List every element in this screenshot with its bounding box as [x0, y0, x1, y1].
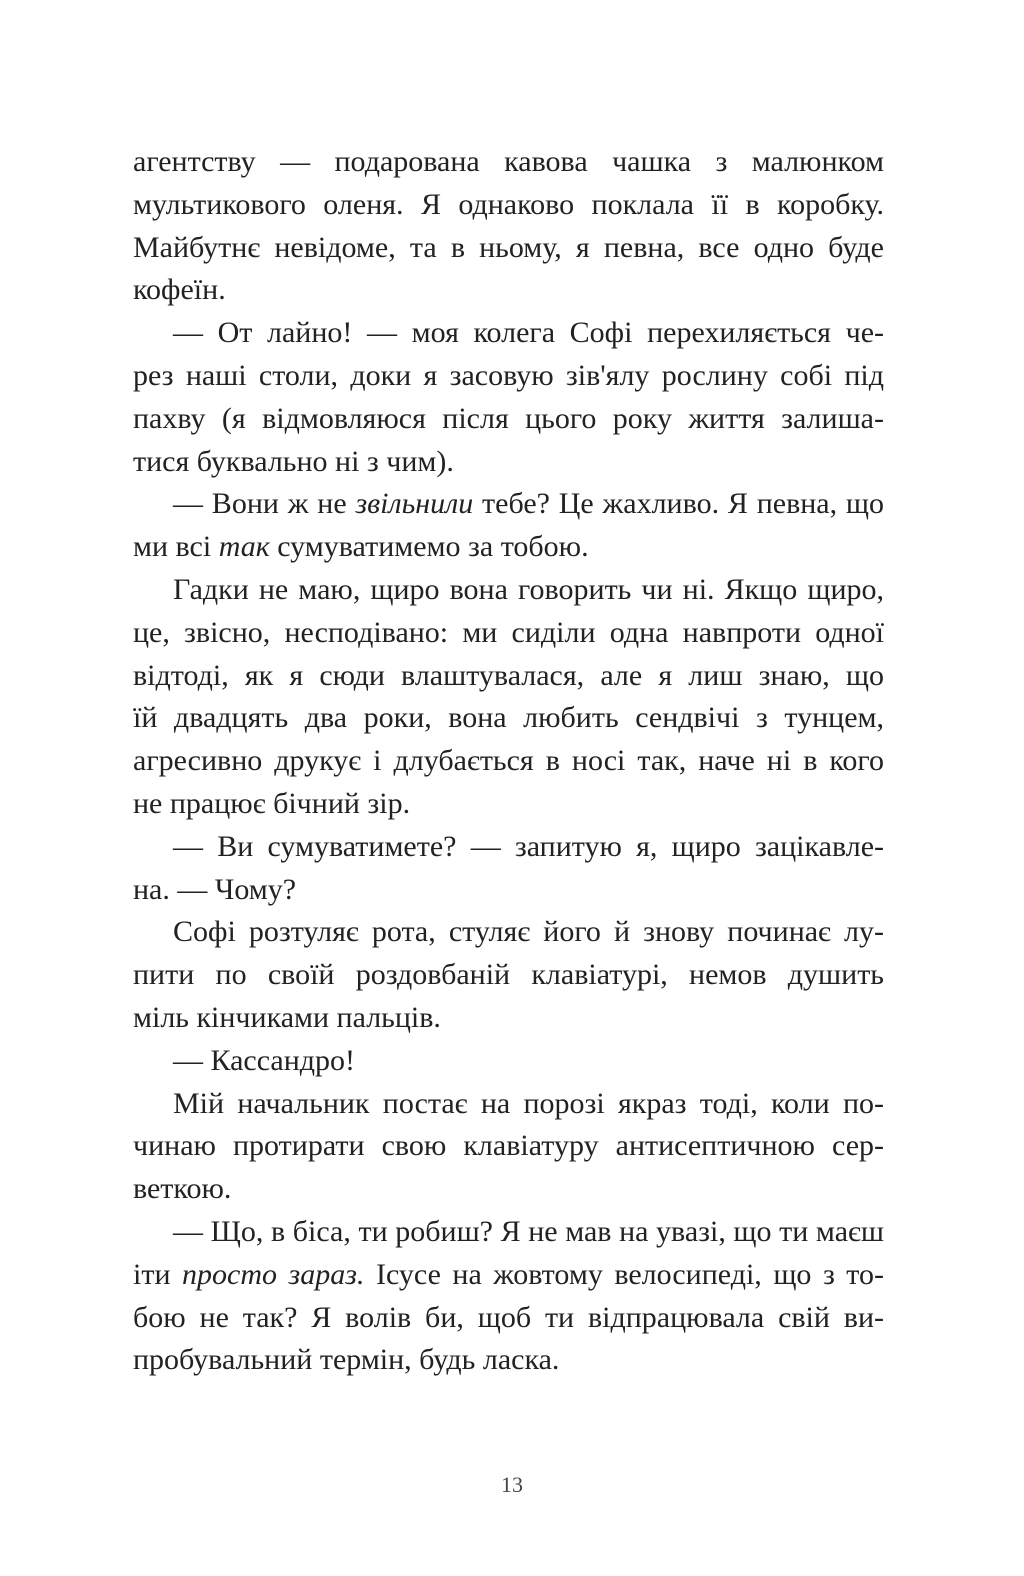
text-segment: агентству — подарована кавова чашка з малюнком	[133, 145, 884, 178]
text-segment: бою не так? Я волів би, щоб ти відпрацювала свій ви-	[133, 1300, 884, 1334]
text-line	[133, 911, 884, 954]
text-segment: Мій начальник постає на порозі якраз тоді, коли по-	[173, 1086, 884, 1120]
text-segment: відтоді, як я сюди влаштувалася, але я лиш знаю, що	[133, 658, 884, 692]
text-line	[133, 227, 884, 270]
text-line	[133, 483, 884, 526]
text-segment: — Вони ж не	[173, 487, 356, 521]
text-line	[133, 141, 884, 184]
text-segment: чинаю протирати свою клавіатуру антисептичною сер-	[133, 1129, 884, 1163]
page-number: 13	[501, 1472, 523, 1497]
text-line	[133, 441, 884, 484]
text-segment: це, звісно, несподівано: ми сиділи одна навпроти одної	[133, 615, 884, 649]
italic-text: звільнили	[355, 487, 474, 521]
text-segment: Софі розтуляє рота, стуляє його й знову починає лу-	[173, 915, 884, 949]
text-segment: — Що, в біса, ти робиш? Я не мав на увазі, що ти маєш	[173, 1214, 884, 1248]
text-segment: пробувальний термін, будь ласка.	[133, 1343, 560, 1377]
text-segment: Гадки не маю, щиро вона говорить чи ні. Якщо щиро,	[173, 572, 884, 606]
text-line	[133, 612, 884, 655]
text-segment: тебе? Це жахливо. Я певна, що	[473, 487, 885, 521]
text-segment: їй двадцять два роки, вона любить сендвічі з тунцем,	[133, 701, 884, 735]
text-line	[133, 869, 884, 912]
italic-text: так	[218, 530, 270, 564]
text-line	[133, 355, 884, 398]
text-segment: іти	[133, 1257, 183, 1291]
text-line	[133, 312, 884, 355]
text-segment: Ісусе на жовтому велосипеді, що з то-	[364, 1257, 885, 1291]
text-segment: пахву (я відмовляюся після цього року життя залиша-	[133, 401, 884, 435]
text-line	[133, 398, 884, 441]
text-segment: на. — Чому?	[133, 872, 297, 906]
text-line	[133, 826, 884, 869]
text-line	[133, 655, 884, 698]
text-segment: — Ви сумуватимете? — запитую я, щиро зацікавле-	[173, 829, 884, 863]
text-line	[133, 783, 884, 826]
text-line	[133, 697, 884, 740]
text-segment: Майбутнє невідоме, та в ньому, я певна, все одно буде	[133, 230, 884, 264]
text-segment: веткою.	[133, 1172, 232, 1206]
text-line	[133, 997, 884, 1040]
text-segment: рез наші столи, доки я засовую зів'ялу рослину собі під	[133, 358, 884, 392]
text-line	[133, 1125, 884, 1168]
text-segment: пити по своїй роздовбаній клавіатурі, немов душить	[133, 958, 884, 992]
body-text	[133, 141, 884, 1382]
text-line	[133, 1040, 884, 1083]
text-segment: тися буквально ні з чим).	[133, 444, 454, 478]
text-segment: кофеїн.	[133, 273, 226, 307]
italic-text: просто зараз.	[182, 1257, 365, 1291]
text-line	[133, 1254, 884, 1297]
text-segment: мультикового оленя. Я однаково поклала її в коробку.	[133, 187, 884, 221]
text-line	[133, 569, 884, 612]
text-line	[133, 269, 884, 312]
text-line	[133, 1168, 884, 1211]
text-line	[133, 954, 884, 997]
text-segment: — От лайно! — моя колега Софі перехиляється че-	[173, 316, 884, 350]
text-line	[133, 184, 884, 227]
text-segment: агресивно друкує і длубається в носі так, наче ні в кого	[133, 744, 884, 778]
text-line	[133, 1083, 884, 1126]
text-segment: не працює бічний зір.	[133, 786, 411, 820]
text-line	[133, 526, 884, 569]
text-line	[133, 1297, 884, 1340]
text-segment: ми всі	[133, 530, 219, 564]
text-line	[133, 740, 884, 783]
text-line	[133, 1339, 884, 1382]
text-segment: міль кінчиками пальців.	[133, 1000, 441, 1034]
text-line	[133, 1211, 884, 1254]
text-segment: — Кассандро!	[173, 1043, 356, 1077]
text-segment: сумуватимемо за тобою.	[269, 530, 589, 564]
